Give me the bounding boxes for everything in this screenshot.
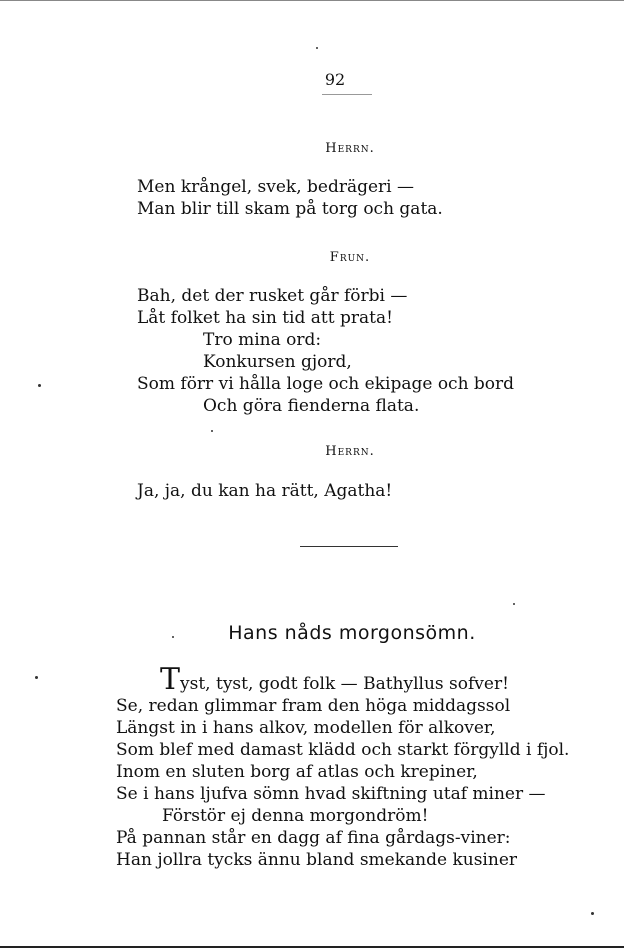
verse-block-2 (137, 285, 514, 417)
page-number: 92 (324, 70, 346, 89)
verse-line: Och göra fienderna flata. (203, 396, 420, 416)
verse-line: Ja, ja, du kan ha rätt, Agatha! (137, 481, 393, 501)
verse-line: Låt folket ha sin tid att prata! (137, 308, 393, 328)
poem-first-line (116, 662, 569, 697)
verse-line: Förstör ej denna morgondröm! (162, 806, 429, 826)
verse-line: Tro mina ord: (203, 330, 322, 350)
paper-speck (591, 912, 594, 915)
verse-line: På pannan står en dagg af fina gårdags-viner: (116, 828, 511, 848)
paper-speck (38, 384, 41, 387)
verse-line: Men krångel, svek, bedrägeri — (137, 177, 415, 197)
speaker-heading-herrn: Herrn. (325, 141, 375, 156)
page-number-rule (322, 94, 372, 95)
verse-line: Konkursen gjord, (203, 352, 352, 372)
drop-cap: T (160, 662, 181, 697)
verse-line: Se i hans ljufva sömn hvad skiftning utaf miner — (116, 784, 546, 804)
verse-line: Bah, det der rusket går förbi — (137, 286, 408, 306)
paper-speck (35, 676, 38, 679)
verse-line: Man blir till skam på torg och gata. (137, 199, 443, 219)
verse-line: Han jollra tycks ännu bland smekande kusiner (116, 850, 518, 870)
paper-speck (172, 636, 174, 638)
verse-line: Längst in i hans alkov, modellen för alkover, (116, 718, 496, 738)
section-divider (300, 546, 398, 547)
page-edge-top (0, 0, 624, 1)
speaker-heading-herrn-2: Herrn. (325, 444, 375, 459)
verse-block-1 (137, 176, 443, 220)
verse-line: Som blef med damast klädd och starkt förgylld i fjol. (116, 740, 570, 760)
paper-speck (513, 603, 515, 605)
verse-block-3 (137, 480, 392, 502)
verse-line: Se, redan glimmar fram den höga middagssol (116, 696, 511, 716)
verse-line: Som förr vi hålla loge och ekipage och bord (137, 374, 515, 394)
poem-title: Hans nåds morgonsömn. (228, 622, 476, 644)
paper-speck (316, 47, 318, 49)
poem-first-line-text: yst, tyst, godt folk — Bathyllus sofver! (180, 674, 509, 694)
page-edge-bottom (0, 946, 624, 948)
paper-speck (211, 430, 213, 432)
poem-verse (116, 662, 570, 871)
verse-line: Inom en sluten borg af atlas och krepiner, (116, 762, 478, 782)
speaker-heading-frun: Frun. (329, 250, 371, 265)
